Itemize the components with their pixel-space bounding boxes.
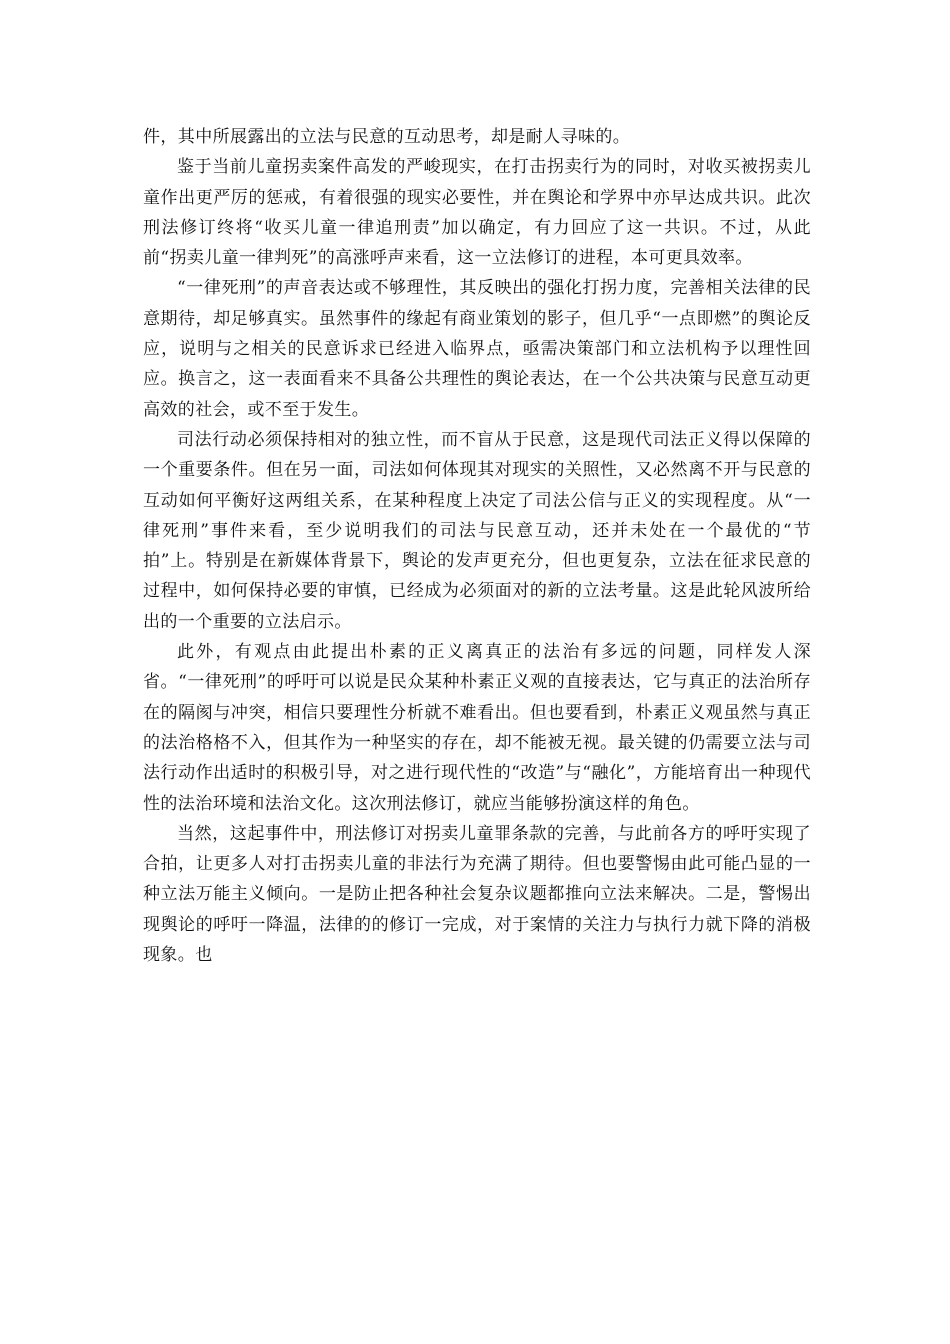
paragraph: 司法行动必须保持相对的独立性，而不盲从于民意，这是现代司法正义得以保障的一个重要条件。但在另一面，司法如何体现其对现实的关照性，又必然离不开与民意的互动如何平衡好这两组关系，在某种程度上决定了司法公信与正义的实现程度。从“一律死刑”事件来看，至少说明我们的司法与民意互动，还并未处在一个最优的“节拍”上。特别是在新媒体背景下，舆论的发声更充分，但也更复杂，立法在征求民意的过程中，如何保持必要的审慎，已经成为必须面对的新的立法考量。这是此轮风波所给出的一个重要的立法启示。 [143, 429, 811, 632]
document-body [143, 122, 811, 970]
paragraph: 鉴于当前儿童拐卖案件高发的严峻现实，在打击拐卖行为的同时，对收买被拐卖儿童作出更严厉的惩戒，有着很强的现实必要性，并在舆论和学界中亦早达成共识。此次刑法修订终将“收买儿童一律追刑责”加以确定，有力回应了这一共识。不过，从此前“拐卖儿童一律判死”的高涨呼声来看，这一立法修订的进程，本可更具效率。 [143, 157, 811, 269]
paragraph: “一律死刑”的声音表达或不够理性，其反映出的强化打拐力度，完善相关法律的民意期待，却足够真实。虽然事件的缘起有商业策划的影子，但几乎“一点即燃”的舆论反应，说明与之相关的民意诉求已经进入临界点，亟需决策部门和立法机构予以理性回应。换言之，这一表面看来不具备公共理性的舆论表达，在一个公共决策与民意互动更高效的社会，或不至于发生。 [143, 278, 811, 420]
paragraph-continuation: 件，其中所展露出的立法与民意的互动思考，却是耐人寻味的。 [143, 127, 631, 147]
paragraph: 此外，有观点由此提出朴素的正义离真正的法治有多远的问题，同样发人深省。“一律死刑”的呼吁可以说是民众某种朴素正义观的直接表达，它与真正的法治所存在的隔阂与冲突，相信只要理性分析就不难看出。但也要看到，朴素正义观虽然与真正的法治格格不入，但其作为一种坚实的存在，却不能被无视。最关键的仍需要立法与司法行动作出适时的积极引导，对之进行现代性的“改造”与“融化”，方能培育出一种现代性的法治环境和法治文化。这次刑法修订，就应当能够扮演这样的角色。 [143, 642, 811, 814]
paragraph: 当然，这起事件中，刑法修订对拐卖儿童罪条款的完善，与此前各方的呼吁实现了合拍，让更多人对打击拐卖儿童的非法行为充满了期待。但也要警惕由此可能凸显的一种立法万能主义倾向。一是防止把各种社会复杂议题都推向立法来解决。二是，警惕出现舆论的呼吁一降温，法律的的修订一完成，对于案情的关注力与执行力就下降的消极现象。也 [143, 823, 811, 966]
